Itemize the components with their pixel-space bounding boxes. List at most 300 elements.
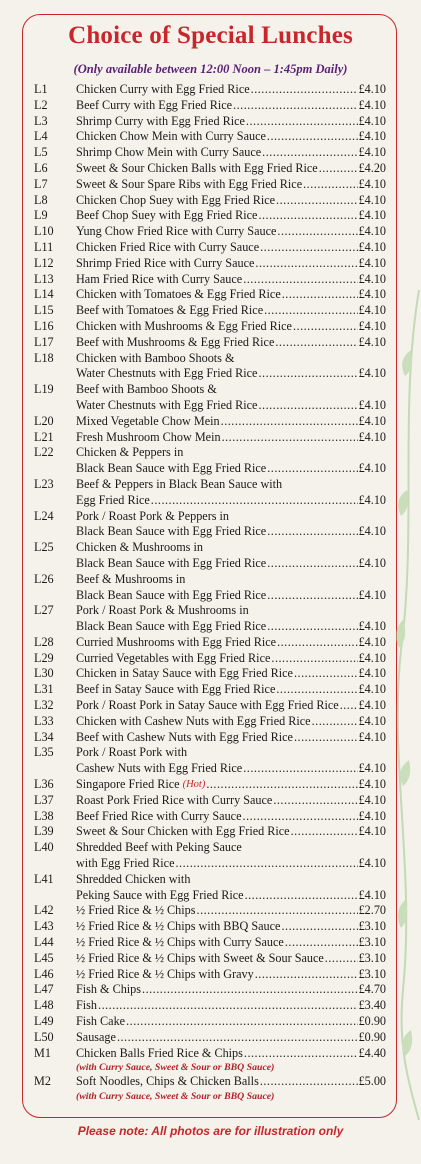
item-name: Chicken Curry with Egg Fried Rice xyxy=(76,82,250,96)
dot-leader xyxy=(244,1046,358,1062)
item-name: ½ Fried Rice & ½ Chips with Gravy xyxy=(76,966,254,981)
item-name: Pork / Roast Pork & Mushrooms in xyxy=(76,603,249,618)
item-code: L26 xyxy=(34,571,54,586)
menu-item-line xyxy=(34,461,386,477)
menu-item-l27 xyxy=(34,603,386,635)
menu-item-line xyxy=(34,509,386,525)
item-code xyxy=(34,556,76,572)
item-price: £3.10 xyxy=(358,935,386,950)
menu-item-line xyxy=(34,351,386,367)
menu-item-line xyxy=(34,556,386,572)
item-code: L20 xyxy=(34,413,54,428)
menu-item-l29 xyxy=(34,651,386,667)
item-name: Black Bean Sauce with Egg Fried Rice xyxy=(76,587,267,602)
item-price: £4.10 xyxy=(358,619,386,634)
dot-leader xyxy=(319,161,358,177)
item-code xyxy=(34,588,76,604)
item-price: £4.10 xyxy=(358,698,386,713)
menu-item-line xyxy=(34,430,386,446)
dot-leader xyxy=(258,398,357,414)
item-name: Shredded Chicken with xyxy=(76,871,191,886)
menu-item-l37 xyxy=(34,793,386,809)
menu-item-line xyxy=(34,193,386,209)
item-name: ½ Fried Rice & ½ Chips with Curry Sauce xyxy=(76,935,284,950)
menu-item-l48 xyxy=(34,998,386,1014)
menu-item-l50 xyxy=(34,1030,386,1046)
menu-item-l43 xyxy=(34,919,386,935)
item-name: Roast Pork Fried Rice with Curry Sauce xyxy=(76,792,273,807)
menu-item-l23 xyxy=(34,477,386,509)
menu-item-line xyxy=(34,982,386,998)
item-code: L29 xyxy=(34,650,54,665)
item-name: Mixed Vegetable Chow Mein xyxy=(76,413,220,428)
item-price: £4.10 xyxy=(358,145,386,160)
menu-item-line xyxy=(34,524,386,540)
item-price: £4.10 xyxy=(358,524,386,539)
dot-leader xyxy=(267,129,358,145)
item-price: £4.10 xyxy=(358,729,386,744)
item-name: Soft Noodles, Chips & Chicken Balls xyxy=(76,1074,259,1089)
menu-item-l32 xyxy=(34,698,386,714)
item-code: L38 xyxy=(34,808,54,823)
item-name: Beef with Cashew Nuts with Egg Fried Rice xyxy=(76,729,293,744)
dot-leader xyxy=(303,177,357,193)
menu-item-line xyxy=(34,1046,386,1062)
item-price: £4.10 xyxy=(358,761,386,776)
item-price: £4.10 xyxy=(358,192,386,207)
item-price: £4.10 xyxy=(358,777,386,792)
leaf-decoration-icon xyxy=(389,290,421,1120)
dot-leader xyxy=(206,777,357,793)
dot-leader xyxy=(117,1030,358,1046)
item-name: Cashew Nuts with Egg Fried Rice xyxy=(76,761,243,776)
menu-item-line xyxy=(34,666,386,682)
item-price: £3.10 xyxy=(358,950,386,965)
item-name: Sweet & Sour Chicken with Egg Fried Rice xyxy=(76,824,290,839)
item-price: £4.10 xyxy=(358,824,386,839)
menu-item-line xyxy=(34,967,386,983)
menu-list xyxy=(34,82,386,1103)
menu-item-line xyxy=(34,998,386,1014)
dot-leader xyxy=(271,651,357,667)
menu-item-line xyxy=(34,682,386,698)
menu-item-line xyxy=(34,208,386,224)
menu-item-l38 xyxy=(34,809,386,825)
item-code xyxy=(34,461,76,477)
sauce-note: (with Curry Sauce, Sweet & Sour or BBQ Sauce) xyxy=(76,1062,275,1074)
item-price: £4.40 xyxy=(358,1045,386,1060)
item-name: Curried Mushrooms with Egg Fried Rice xyxy=(76,634,277,649)
dot-leader xyxy=(221,414,358,430)
dot-leader xyxy=(126,1014,357,1030)
item-price: £4.10 xyxy=(358,397,386,412)
item-price: £3.40 xyxy=(358,998,386,1013)
item-name: Egg Fried Rice xyxy=(76,492,150,507)
menu-item-line xyxy=(34,414,386,430)
menu-item-l33 xyxy=(34,714,386,730)
dot-leader xyxy=(275,335,357,351)
item-price: £4.10 xyxy=(358,429,386,444)
item-name: Singapore Fried Rice xyxy=(76,777,180,792)
menu-item-line xyxy=(34,177,386,193)
item-name: Sausage xyxy=(76,1029,116,1044)
menu-item-line xyxy=(34,161,386,177)
dot-leader xyxy=(262,145,357,161)
item-name: Shrimp Fried Rice with Curry Sauce xyxy=(76,255,255,270)
menu-item-m2 xyxy=(34,1074,386,1103)
item-code: L8 xyxy=(34,192,48,207)
item-code xyxy=(34,761,76,777)
item-price: £4.10 xyxy=(358,82,386,96)
dot-leader xyxy=(282,287,358,303)
item-code: L40 xyxy=(34,840,54,855)
item-price: £4.10 xyxy=(358,224,386,239)
item-code: L44 xyxy=(34,935,54,950)
menu-item-l46 xyxy=(34,967,386,983)
item-name: Chicken & Peppers in xyxy=(76,445,184,460)
menu-item-line xyxy=(34,793,386,809)
item-price: £4.10 xyxy=(358,682,386,697)
menu-item-line xyxy=(34,1030,386,1046)
item-name: Beef & Peppers in Black Bean Sauce with xyxy=(76,476,283,491)
menu-item-l30 xyxy=(34,666,386,682)
item-code: L25 xyxy=(34,540,54,555)
menu-item-line xyxy=(34,745,386,761)
item-name: with Egg Fried Rice xyxy=(76,856,175,871)
item-price: £4.10 xyxy=(358,792,386,807)
menu-item-line xyxy=(34,730,386,746)
item-code xyxy=(34,619,76,635)
item-price: £4.10 xyxy=(358,713,386,728)
dot-leader xyxy=(281,919,357,935)
item-name: Shrimp Curry with Egg Fried Rice xyxy=(76,113,245,128)
item-name: Fish xyxy=(76,998,98,1013)
dot-leader xyxy=(251,82,358,98)
menu-item-line xyxy=(34,888,386,904)
dot-leader xyxy=(258,366,357,382)
menu-item-l8 xyxy=(34,193,386,209)
item-code: L33 xyxy=(34,713,54,728)
item-code: L6 xyxy=(34,160,48,175)
item-price: £4.10 xyxy=(358,413,386,428)
item-name: Beef with Mushrooms & Egg Fried Rice xyxy=(76,334,275,349)
item-name: Black Bean Sauce with Egg Fried Rice xyxy=(76,461,267,476)
menu-item-line xyxy=(34,129,386,145)
menu-item-line xyxy=(34,635,386,651)
dot-leader xyxy=(243,809,358,825)
dot-leader xyxy=(243,272,357,288)
item-code: L9 xyxy=(34,208,48,223)
item-code xyxy=(34,856,76,872)
dot-leader xyxy=(243,761,357,777)
item-code: L45 xyxy=(34,950,54,965)
dot-leader xyxy=(267,556,357,572)
item-price: £4.10 xyxy=(358,271,386,286)
item-name: Peking Sauce with Egg Fried Rice xyxy=(76,887,244,902)
dot-leader xyxy=(176,856,358,872)
item-price: £4.10 xyxy=(358,666,386,681)
item-name: Water Chestnuts with Egg Fried Rice xyxy=(76,366,258,381)
menu-item-line xyxy=(34,82,386,98)
item-code: L16 xyxy=(34,318,54,333)
menu-item-line xyxy=(34,240,386,256)
menu-item-line xyxy=(34,398,386,414)
menu-item-line xyxy=(34,287,386,303)
item-code: L3 xyxy=(34,113,48,128)
dot-leader xyxy=(267,619,357,635)
illustration-disclaimer: Please note: All photos are for illustration only xyxy=(77,1124,344,1138)
item-code: L32 xyxy=(34,698,54,713)
item-code: L2 xyxy=(34,97,48,112)
dot-leader xyxy=(222,430,358,446)
item-code: L14 xyxy=(34,287,54,302)
menu-item-l11 xyxy=(34,240,386,256)
item-name: Pork / Roast Pork with xyxy=(76,745,188,760)
menu-item-l28 xyxy=(34,635,386,651)
menu-item-line xyxy=(34,824,386,840)
menu-item-line xyxy=(34,809,386,825)
menu-item-line xyxy=(34,619,386,635)
menu-item-line xyxy=(34,382,386,398)
item-name: Chicken & Mushrooms in xyxy=(76,540,203,555)
item-name: Chicken in Satay Sauce with Egg Fried Rice xyxy=(76,666,293,681)
dot-leader xyxy=(267,461,357,477)
item-code xyxy=(34,366,76,382)
item-name: Shredded Beef with Peking Sauce xyxy=(76,840,242,855)
item-code: L50 xyxy=(34,1029,54,1044)
item-code: L10 xyxy=(34,224,54,239)
menu-item-l17 xyxy=(34,335,386,351)
item-name: Beef with Bamboo Shoots & xyxy=(76,382,217,397)
item-name: Beef with Tomatoes & Egg Fried Rice xyxy=(76,303,264,318)
menu-item-line xyxy=(34,872,386,888)
item-code: L27 xyxy=(34,603,54,618)
dot-leader xyxy=(340,698,358,714)
hot-tag: (Hot) xyxy=(182,779,206,791)
menu-item-line xyxy=(34,903,386,919)
item-code: L31 xyxy=(34,682,54,697)
menu-item-l15 xyxy=(34,303,386,319)
item-name: Chicken Chow Mein with Curry Sauce xyxy=(76,129,266,144)
item-price: £3.10 xyxy=(358,919,386,934)
menu-item-line xyxy=(34,224,386,240)
item-code: L13 xyxy=(34,271,54,286)
item-price: £4.10 xyxy=(358,129,386,144)
menu-item-l18 xyxy=(34,351,386,383)
item-code: L39 xyxy=(34,824,54,839)
item-price: £4.10 xyxy=(358,318,386,333)
item-name: Sweet & Sour Spare Ribs with Egg Fried Rice xyxy=(76,176,303,191)
menu-item-line xyxy=(34,951,386,967)
item-price: £4.10 xyxy=(358,887,386,902)
menu-item-l10 xyxy=(34,224,386,240)
item-price: £4.10 xyxy=(358,650,386,665)
item-name: Beef Chop Suey with Egg Fried Rice xyxy=(76,208,258,223)
item-code: L42 xyxy=(34,903,54,918)
item-code xyxy=(34,493,76,509)
item-name: Beef Fried Rice with Curry Sauce xyxy=(76,808,242,823)
menu-item-l19 xyxy=(34,382,386,414)
item-code: L23 xyxy=(34,476,54,491)
item-name: Sweet & Sour Chicken Balls with Egg Fried Rice xyxy=(76,160,318,175)
item-price: £4.10 xyxy=(358,255,386,270)
dot-leader xyxy=(197,903,358,919)
menu-item-line xyxy=(34,919,386,935)
item-price: £4.10 xyxy=(358,239,386,254)
item-price: £4.10 xyxy=(358,97,386,112)
menu-item-l36 xyxy=(34,777,386,793)
menu-item-line xyxy=(34,477,386,493)
menu-item-line xyxy=(34,588,386,604)
dot-leader xyxy=(98,998,358,1014)
menu-item-line xyxy=(34,572,386,588)
item-price: £4.10 xyxy=(358,176,386,191)
item-price: £3.10 xyxy=(358,966,386,981)
menu-item-l1 xyxy=(34,82,386,98)
menu-item-line xyxy=(34,335,386,351)
menu-item-line xyxy=(34,145,386,161)
item-code: L41 xyxy=(34,871,54,886)
item-name: Ham Fried Rice with Curry Sauce xyxy=(76,271,243,286)
item-code: L47 xyxy=(34,982,54,997)
menu-item-line xyxy=(34,540,386,556)
item-code: L28 xyxy=(34,634,54,649)
item-code: L35 xyxy=(34,745,54,760)
dot-leader xyxy=(258,208,357,224)
menu-item-l47 xyxy=(34,982,386,998)
dot-leader xyxy=(264,303,357,319)
menu-item-line xyxy=(34,114,386,130)
item-code: L19 xyxy=(34,382,54,397)
menu-item-l34 xyxy=(34,730,386,746)
dot-leader xyxy=(277,635,358,651)
item-code: L24 xyxy=(34,508,54,523)
dot-leader xyxy=(245,888,358,904)
sauce-note: (with Curry Sauce, Sweet & Sour or BBQ Sauce) xyxy=(76,1091,275,1103)
item-code xyxy=(34,524,76,540)
menu-item-l40 xyxy=(34,840,386,872)
menu-item-line xyxy=(34,651,386,667)
item-name: Water Chestnuts with Egg Fried Rice xyxy=(76,397,258,412)
menu-item-l26 xyxy=(34,572,386,604)
item-name: Yung Chow Fried Rice with Curry Sauce xyxy=(76,224,277,239)
menu-item-l16 xyxy=(34,319,386,335)
dot-leader xyxy=(267,588,357,604)
item-price: £4.10 xyxy=(358,555,386,570)
item-name: Chicken Balls Fried Rice & Chips xyxy=(76,1045,243,1060)
menu-item-l4 xyxy=(34,129,386,145)
dot-leader xyxy=(246,114,358,130)
menu-item-line xyxy=(34,493,386,509)
item-name: Black Bean Sauce with Egg Fried Rice xyxy=(76,619,267,634)
menu-item-line xyxy=(34,714,386,730)
menu-item-line xyxy=(34,856,386,872)
item-name: Beef in Satay Sauce with Egg Fried Rice xyxy=(76,682,276,697)
dot-leader xyxy=(294,730,358,746)
dot-leader xyxy=(255,967,358,983)
menu-item-line xyxy=(34,698,386,714)
menu-item-line xyxy=(34,366,386,382)
menu-item-line xyxy=(34,1074,386,1090)
item-code: L46 xyxy=(34,966,54,981)
dot-leader xyxy=(291,824,358,840)
menu-item-line xyxy=(34,603,386,619)
menu-item-l9 xyxy=(34,208,386,224)
menu-item-l44 xyxy=(34,935,386,951)
item-price: £4.10 xyxy=(358,113,386,128)
menu-item-l49 xyxy=(34,1014,386,1030)
menu-item-l5 xyxy=(34,145,386,161)
item-name: Curried Vegetables with Egg Fried Rice xyxy=(76,650,271,665)
item-price: £4.10 xyxy=(358,208,386,223)
item-name: ½ Fried Rice & ½ Chips with Sweet & Sour Sauce xyxy=(76,950,324,965)
item-code: L11 xyxy=(34,239,54,254)
dot-leader xyxy=(277,224,357,240)
menu-item-l3 xyxy=(34,114,386,130)
menu-item-line xyxy=(34,98,386,114)
item-code: L22 xyxy=(34,445,54,460)
menu-item-l41 xyxy=(34,872,386,904)
item-price: £4.10 xyxy=(358,334,386,349)
menu-item-line xyxy=(34,319,386,335)
dot-leader xyxy=(273,793,357,809)
item-price: £4.20 xyxy=(358,160,386,175)
menu-item-line xyxy=(34,777,386,793)
dot-leader xyxy=(294,666,358,682)
item-name: Pork / Roast Pork & Peppers in xyxy=(76,508,230,523)
menu-item-line xyxy=(34,935,386,951)
item-name: Fish Cake xyxy=(76,1014,126,1029)
dot-leader xyxy=(293,319,358,335)
dot-leader xyxy=(260,240,357,256)
dot-leader xyxy=(276,193,358,209)
item-code: L36 xyxy=(34,777,54,792)
menu-item-l24 xyxy=(34,509,386,541)
item-name: ½ Fried Rice & ½ Chips xyxy=(76,903,196,918)
menu-item-l12 xyxy=(34,256,386,272)
item-name: Chicken with Tomatoes & Egg Fried Rice xyxy=(76,287,281,302)
menu-item-l7 xyxy=(34,177,386,193)
item-code: L4 xyxy=(34,129,48,144)
item-code: L43 xyxy=(34,919,54,934)
item-name: Chicken Fried Rice with Curry Sauce xyxy=(76,239,260,254)
item-name: Black Bean Sauce with Egg Fried Rice xyxy=(76,555,267,570)
menu-item-line xyxy=(34,256,386,272)
menu-item-line xyxy=(34,272,386,288)
item-name: Chicken with Mushrooms & Egg Fried Rice xyxy=(76,318,292,333)
item-price: £4.10 xyxy=(358,287,386,302)
item-price: £4.10 xyxy=(358,303,386,318)
menu-item-l13 xyxy=(34,272,386,288)
item-code: L21 xyxy=(34,429,54,444)
dot-leader xyxy=(142,982,358,998)
item-code xyxy=(34,398,76,414)
availability-note: (Only available between 12:00 Noon – 1:45pm Daily) xyxy=(73,62,348,76)
item-name: Fresh Mushroom Chow Mein xyxy=(76,429,221,444)
item-code: L1 xyxy=(34,82,48,96)
item-price: £4.10 xyxy=(358,492,386,507)
menu-item-line xyxy=(34,1014,386,1030)
item-code: L48 xyxy=(34,998,54,1013)
item-price: £4.70 xyxy=(358,982,386,997)
menu-item-l21 xyxy=(34,430,386,446)
item-price: £4.10 xyxy=(358,634,386,649)
menu-item-m1 xyxy=(34,1046,386,1075)
dot-leader xyxy=(255,256,357,272)
item-code: L49 xyxy=(34,1014,54,1029)
item-name: Chicken with Cashew Nuts with Egg Fried Rice xyxy=(76,713,311,728)
item-name: Shrimp Chow Mein with Curry Sauce xyxy=(76,145,262,160)
